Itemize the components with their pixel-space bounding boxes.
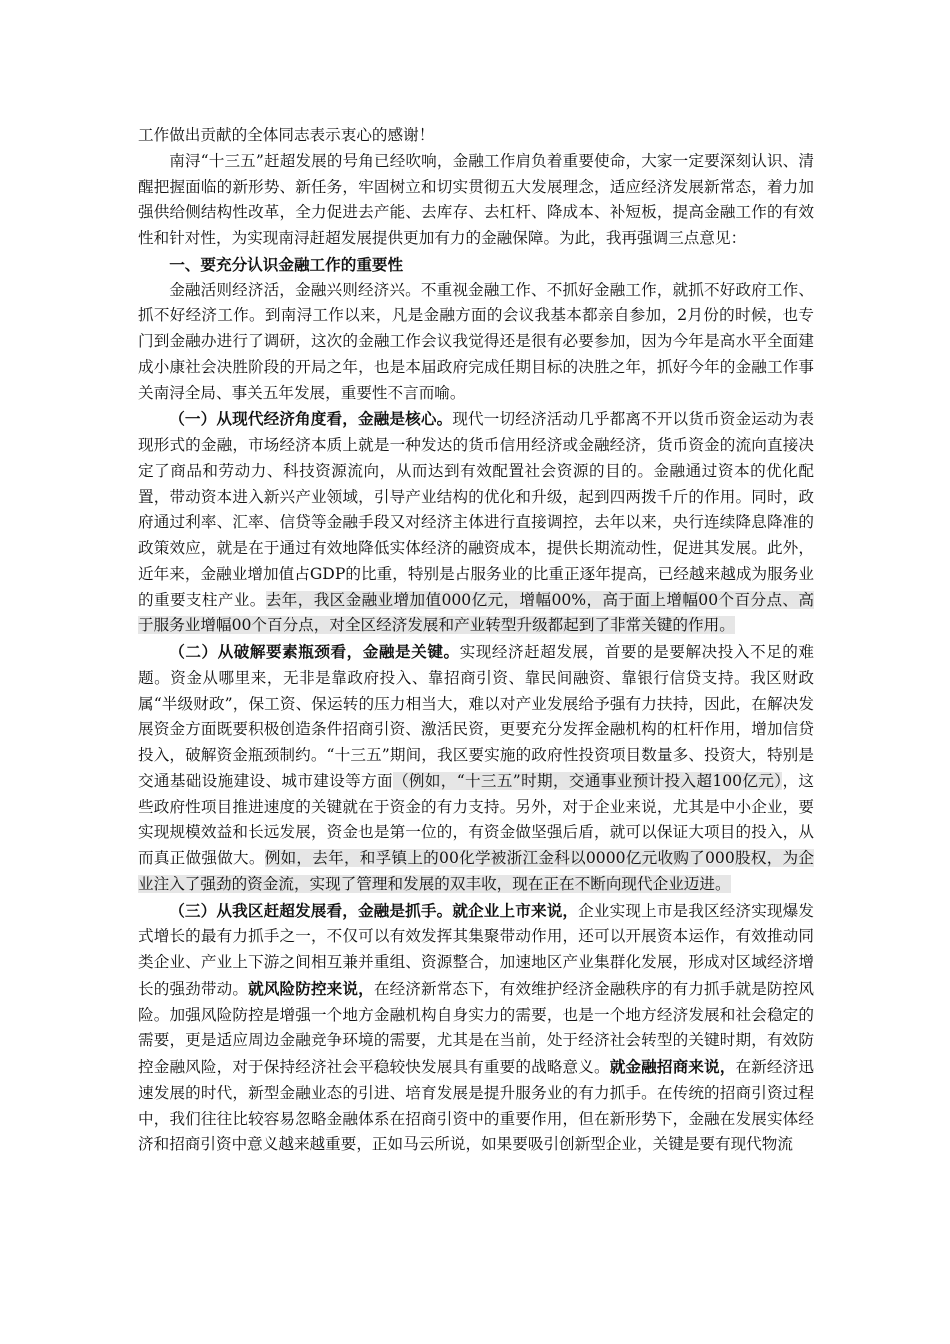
section-heading-1: 一、要充分认识金融工作的重要性 [169, 254, 404, 274]
paragraph-factor-bottleneck [138, 639, 814, 898]
paragraph-catch-up [138, 898, 814, 1159]
paragraph-finance-importance: 金融活则经济活，金融兴则经济兴。不重视金融工作、不抓好金融工作，就抓不好政府工作、抓不好经济工作。到南浔工作以来，凡是金融方面的会议我基本都亲自参加，2月份的时候，也专门到金融办进行了调研，这次的金融工作会议我觉得还是很有必要参加，因为今年是高水平全面建成小康社会决胜阶段的开局之年，也是本届政府完成任期目标的决胜之年，抓好今年的金融工作事关南浔全局、事关五年发展，重要性不言而喻。 [138, 280, 814, 402]
text-risk-control: 在经济新常态下，有效维护经济金融秩序的有力抓手就是防控风险。加强风险防控是增强一个地方金融机构自身实力的需要，也是一个地方经济发展和社会稳定的需要，更是适应周边金融竞争环境的需要，尤其是在当前，处于经济社会转型的关键时期，有效防控金融风险，对于保持经济社会平稳较快发展具有重要的战略意义。 [138, 979, 814, 1076]
paragraph-intro: 南浔“十三五”赶超发展的号角已经吹响，金融工作肩负着重要使命，大家一定要深刻认识、清醒把握面临的新形势、新任务，牢固树立和切实贯彻五大发展理念，适应经济发展新常态，着力加强供给侧结构性改革，全力促进去产能、去库存、去杠杆、降成本、补短板，提高金融工作的有效性和针对性，为实现南浔赶超发展提供更加有力的金融保障。为此，我再强调三点意见： [138, 151, 814, 247]
subheading-finance-investment: 就金融招商来说， [609, 1057, 736, 1076]
text-finance-investment: 在新经济迅速发展的时代，新型金融业态的引进、培育发展是提升服务业的有力抓手。在传统的招商引资过程中，我们往往比较容易忽略金融体系在招商引资中的重要作用，但在新形势下，金融在发展实体经济和招商引资中意义越来越重要，正如马云所说，如果要吸引创新型企业，关键是要有现代物流 [138, 1058, 814, 1154]
subheading-catch-up: （三）从我区赶超发展看，金融是抓手。就企业上市来说， [169, 900, 579, 920]
subheading-risk-control: 就风险防控来说， [248, 978, 374, 998]
highlight-last-year-growth: 去年，我区金融业增加值000亿元，增幅00%，高于面上增幅00个百分点、高于服务业增幅00个百分点，对全区经济发展和产业转型升级都起到了非常关键的作用。 [138, 590, 814, 635]
document-page [138, 123, 814, 1158]
text-factor-bottleneck-1: 实现经济赶超发展，首要的是要解决投入不足的难题。资金从哪里来，无非是靠政府投入、靠招商引资、靠民间融资、靠银行信贷支持。我区财政属“半级财政”，保工资、保运转的压力相当大，难以对产业发展给予强有力扶持，因此，在解决发展资金方面既要积极创造条件招商引资、激活民资，更要充分发挥金融机构的杠杆作用，增加信贷投入，破解资金瓶颈制约。“十三五”期间，我区要实施的政府性投资项目数量多、投资大，特别是交通基础设施建设、城市建设等方面 [138, 643, 814, 790]
text-modern-economy: 现代一切经济活动几乎都离不开以货币资金运动为表现形式的金融，市场经济本质上就是一种发达的货币信用经济或金融经济，货币资金的流向直接决定了商品和劳动力、科技资源流向，从而达到有效配置社会资源的目的。金融通过资本的优化配置，带动资本进入新兴产业领域，引导产业结构的优化和升级，起到四两拨千斤的作用。同时，政府通过利率、汇率、信贷等金融手段又对经济主体进行直接调控，去年以来，央行连续降息降准的政策效应，就是在于通过有效地降低实体经济的融资成本，提供长期流动性，促进其发展。此外，近年来，金融业增加值占GDP的比重，特别是占服务业的比重正逐年提高，已经越来越成为服务业的重要支柱产业。 [138, 410, 814, 609]
paragraph-continuation: 工作做出贡献的全体同志表示衷心的感谢！ [138, 126, 435, 144]
text-factor-bottleneck-2: ，这些政府性项目推进速度的关键就在于资金的有力支持。另外，对于企业来说，尤其是中小企业，要实现规模效益和长远发展，资金也是第一位的，有资金做坚强后盾，就可以保证大项目的投入，从而真正做强做大。 [138, 771, 814, 867]
highlight-traffic-investment: （例如，“十三五”时期，交通事业预计投入超100亿元） [392, 771, 783, 790]
text-ipo: 企业实现上市是我区经济实现爆发式增长的最有力抓手之一，不仅可以有效发挥其集聚带动作用，还可以开展资本运作，有效推动同类企业、产业上下游之间相互兼并重组、资源整合，加速地区产业集群化发展，形成对区域经济增长的强劲带动。 [138, 901, 814, 998]
paragraph-modern-economy [138, 406, 814, 639]
subheading-modern-economy: （一）从现代经济角度看，金融是核心。 [169, 409, 453, 429]
subheading-factor-bottleneck: （二）从破解要素瓶颈看，金融是关键。 [169, 642, 460, 661]
highlight-acquisition-example: 例如，去年，和孚镇上的00化学被浙江金科以0000亿元收购了000股权，为企业注入了强劲的资金流，实现了管理和发展的双丰收，现在正在不断向现代企业迈进。 [138, 849, 814, 893]
